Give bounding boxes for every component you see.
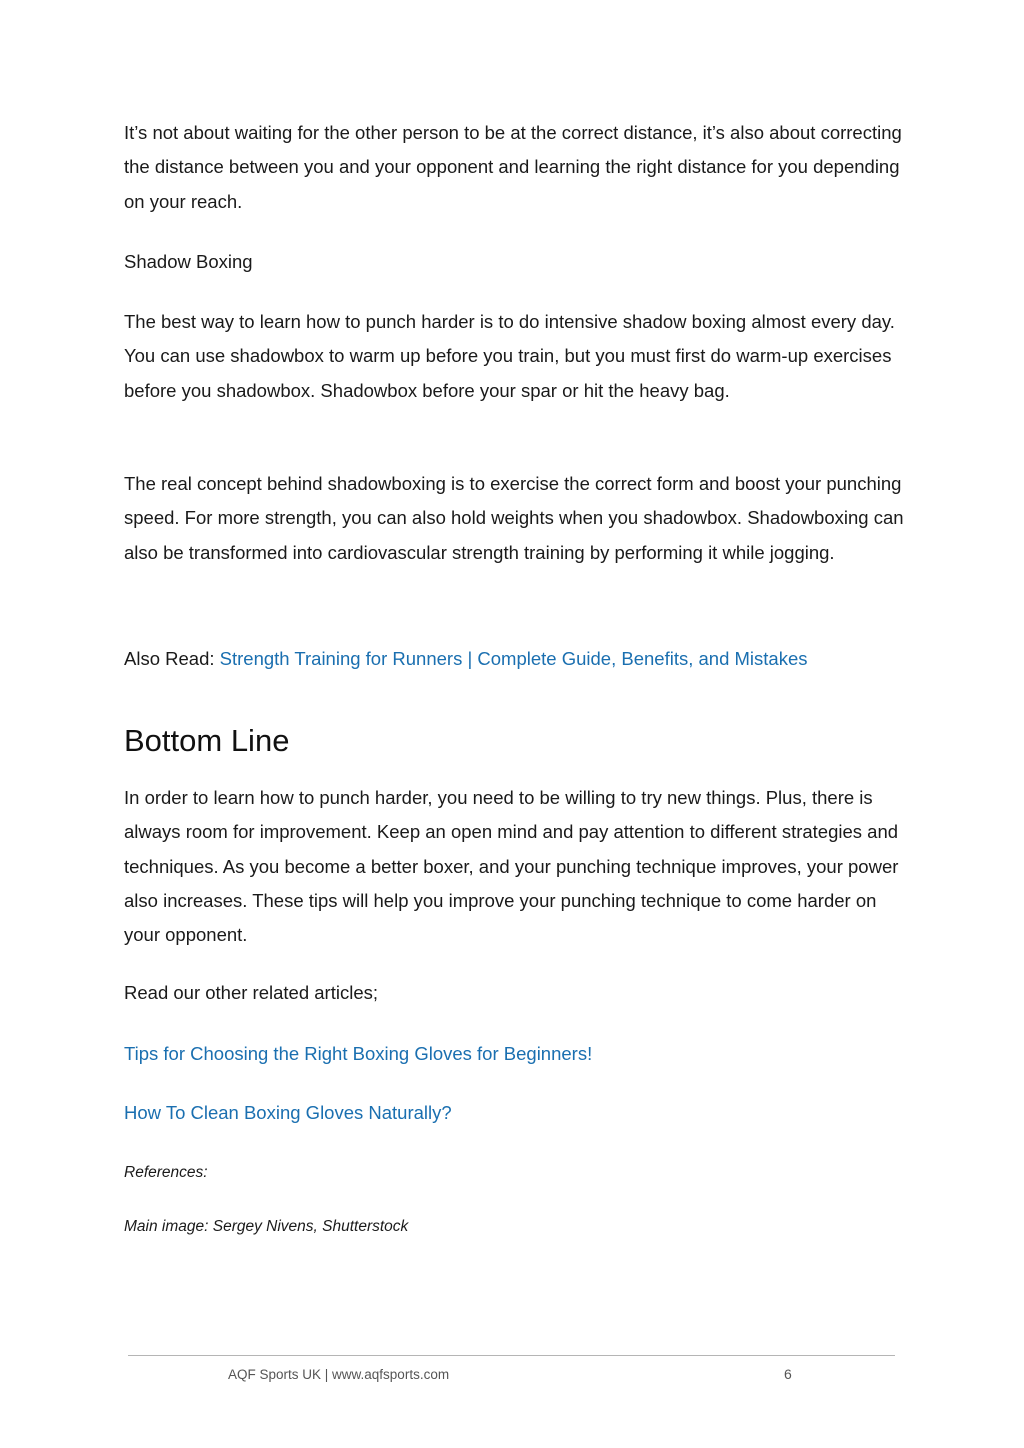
paragraph-bottom-line: In order to learn how to punch harder, you need to be willing to try new things. Plus, there is always room for improvement. Keep an open mind and pay attention to different strategies and techniques. As you become a better boxer, and your punching technique improves, your power also increases. These tips will help you improve your punching technique to come harder on your opponent. [124, 787, 899, 946]
footer-divider [128, 1355, 895, 1356]
related-link-item [124, 1096, 904, 1130]
page-number: 6 [784, 1366, 792, 1382]
related-link-item [124, 1037, 904, 1071]
heading-bottom-line: Bottom Line [124, 723, 290, 758]
paragraph-distance: It’s not about waiting for the other person to be at the correct distance, it’s also about correcting the distance between you and your opponent and learning the right distance for you depending on your reach. [124, 122, 902, 212]
also-read-label: Also Read: [124, 648, 215, 669]
related-articles-intro: Read our other related articles; [124, 982, 378, 1003]
footer-site: AQF Sports UK | www.aqfsports.com [228, 1367, 450, 1382]
paragraph-shadow-boxing-2: The real concept behind shadowboxing is to exercise the correct form and boost your punching speed. For more strength, you can also hold weights when you shadowbox. Shadowboxing can also be transformed into cardiovascular strength training by performing it while jogging. [124, 473, 904, 563]
subheading-shadow-boxing: Shadow Boxing [124, 251, 253, 272]
paragraph-shadow-boxing-1: The best way to learn how to punch harder is to do intensive shadow boxing almost every day. You can use shadowbox to warm up before you train, but you must first do warm-up exercises before you shadowbox. Shadowbox before your spar or hit the heavy bag. [124, 311, 895, 401]
image-credit: Main image: Sergey Nivens, Shutterstock [124, 1218, 409, 1235]
references-label: References: [124, 1164, 208, 1181]
related-link-boxing-gloves-beginners[interactable]: Tips for Choosing the Right Boxing Gloves for Beginners! [124, 1043, 593, 1064]
related-link-clean-boxing-gloves[interactable]: How To Clean Boxing Gloves Naturally? [124, 1102, 452, 1123]
also-read-link[interactable]: Strength Training for Runners | Complete Guide, Benefits, and Mistakes [219, 648, 808, 669]
also-read-line [124, 642, 904, 676]
